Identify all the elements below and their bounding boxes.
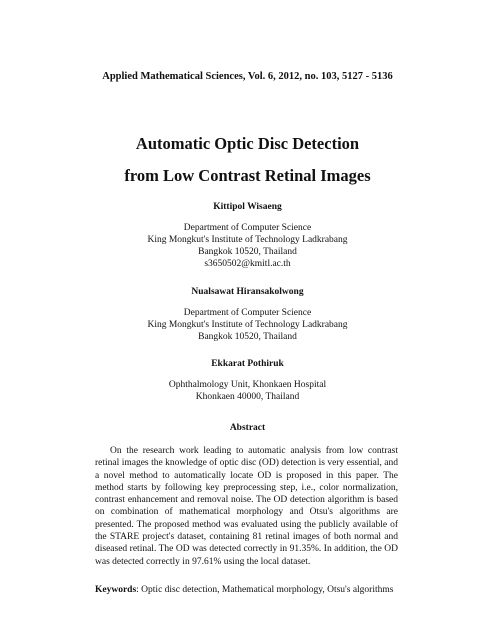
affiliation-line: King Mongkut's Institute of Technology Ladkrabang [147, 320, 348, 330]
author-name-2: Nualsawat Hiransakolwong [191, 287, 304, 297]
keywords-line [95, 585, 405, 595]
keywords-label: Keywords [95, 585, 137, 595]
affiliation-line: Bangkok 10520, Thailand [198, 332, 297, 342]
affiliation-line: King Mongkut's Institute of Technology Ladkrabang [147, 235, 348, 245]
author-affiliation-1 [0, 222, 495, 270]
affiliation-line: Khonkaen 40000, Thailand [195, 392, 300, 402]
keywords-text: : Optic disc detection, Mathematical morphology, Otsu's algorithms [136, 585, 394, 595]
journal-citation: Applied Mathematical Sciences, Vol. 6, 2012, no. 103, 5127 - 5136 [102, 71, 393, 82]
abstract-body: On the research work leading to automatic analysis from low contrast retinal images the knowledge of optic disc (OD) detection is very essential, and a novel method to automatically locate OD is proposed in this paper. The method starts by following key preprocessing step, i.e., color normalization, contrast enhancement and removal noise. The OD detection algorithm is based on combination of mathematical morphology and Otsu's algorithms are presented. The proposed method was evaluated using the publicly available of the STARE project's dataset, containing 81 retinal images of both normal and diseased retinal. The OD was detected correctly in 91.35%. In addition, the OD was detected correctly in 97.61% using the local dataset. [95, 446, 398, 567]
paper-title-line-2: from Low Contrast Retinal Images [124, 166, 371, 185]
paper-title-line-1: Automatic Optic Disc Detection [135, 134, 360, 153]
abstract-heading: Abstract [229, 423, 266, 433]
affiliation-line: Department of Computer Science [183, 223, 312, 233]
affiliation-line: Department of Computer Science [183, 308, 312, 318]
author-name-3: Ekkarat Pothiruk [211, 359, 284, 369]
author-name-1: Kittipol Wisaeng [213, 202, 282, 212]
author-email: s3650502@kmitl.ac.th [204, 259, 291, 269]
author-affiliation-2 [0, 307, 495, 343]
affiliation-line: Bangkok 10520, Thailand [198, 247, 297, 257]
affiliation-line: Ophthalmology Unit, Khonkaen Hospital [168, 380, 327, 390]
author-affiliation-3 [0, 379, 495, 403]
